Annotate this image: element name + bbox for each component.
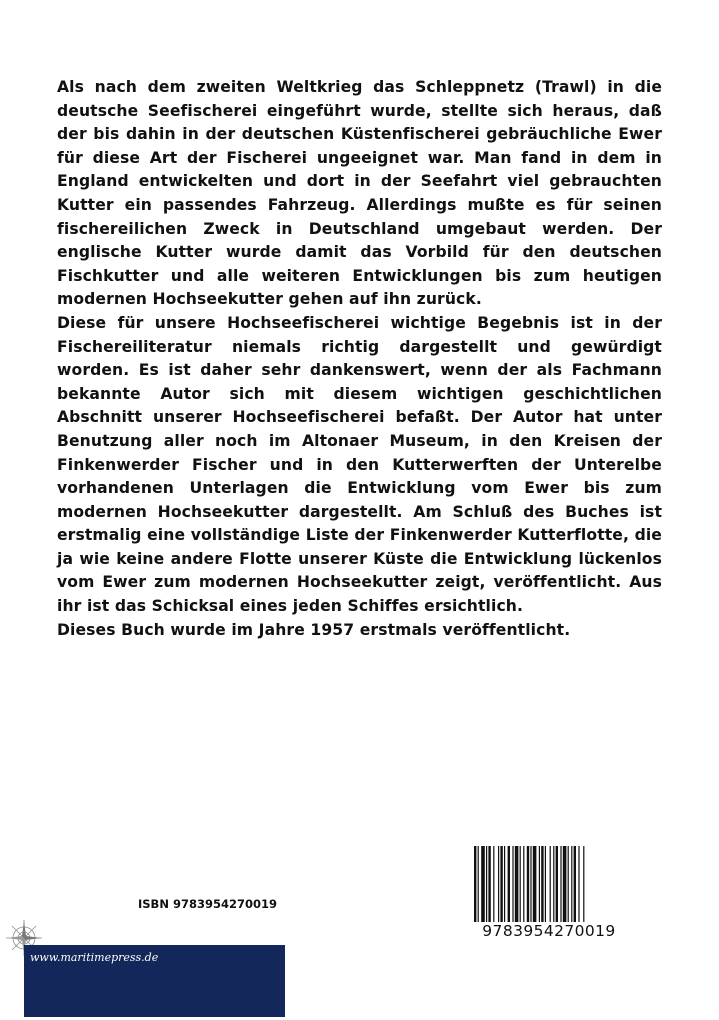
isbn-barcode [473, 846, 625, 940]
publisher-url[interactable]: www.maritimepress.de [30, 951, 159, 964]
barcode-bars-icon [473, 846, 625, 926]
isbn-label: ISBN 9783954270019 [138, 897, 277, 911]
blurb-paragraph-2: Diese für unsere Hochseefischerei wichtige Begebnis ist in der Fischereiliteratur niemals richtig dargestellt und gewürdigt worden. Es ist daher sehr dankenswert, wenn der als Fachmann bekannte Autor sich mit diesem wichtigen geschichtlichen Abschnitt unserer Hochseefischerei befaßt. Der Autor hat unter Benutzung aller noch im Altonaer Museum, in den Kreisen der Finkenwerder Fischer und in den Kutterwerften der Unterelbe vorhandenen Unterlagen die Entwicklung vom Ewer bis zum modernen Hochseekutter dargestellt. Am Schluß des Buches ist erstmalig eine vollständige Liste der Finkenwerder Kutterflotte, die ja wie keine andere Flotte unserer Küste die Entwicklung lückenlos vom Ewer zum modernen Hochseekutter zeigt, veröffentlicht. Aus ihr ist das Schicksal eines jeden Schiffes ersichtlich. [57, 313, 662, 616]
back-cover-blurb [57, 76, 662, 642]
publisher-banner [24, 945, 285, 1017]
barcode-digits: 9783954270019 [482, 922, 616, 940]
blurb-paragraph-1: Als nach dem zweiten Weltkrieg das Schleppnetz (Trawl) in die deutsche Seefischerei eingeführt wurde, stellte sich heraus, daß der bis dahin in der deutschen Küstenfischerei gebräuchliche Ewer für diese Art der Fischerei ungeeignet war. Man fand in dem in England entwickelten und dort in der Seefahrt viel gebrauchten Kutter ein passendes Fahrzeug. Allerdings mußte es für seinen fischereilichen Zweck in Deutschland umgebaut werden. Der englische Kutter wurde damit das Vorbild für den deutschen Fischkutter und alle weiteren Entwicklungen bis zum heutigen modernen Hochseekutter gehen auf ihn zurück. [57, 78, 662, 309]
blurb-paragraph-3: Dieses Buch wurde im Jahre 1957 erstmals veröffentlicht. [57, 620, 571, 639]
